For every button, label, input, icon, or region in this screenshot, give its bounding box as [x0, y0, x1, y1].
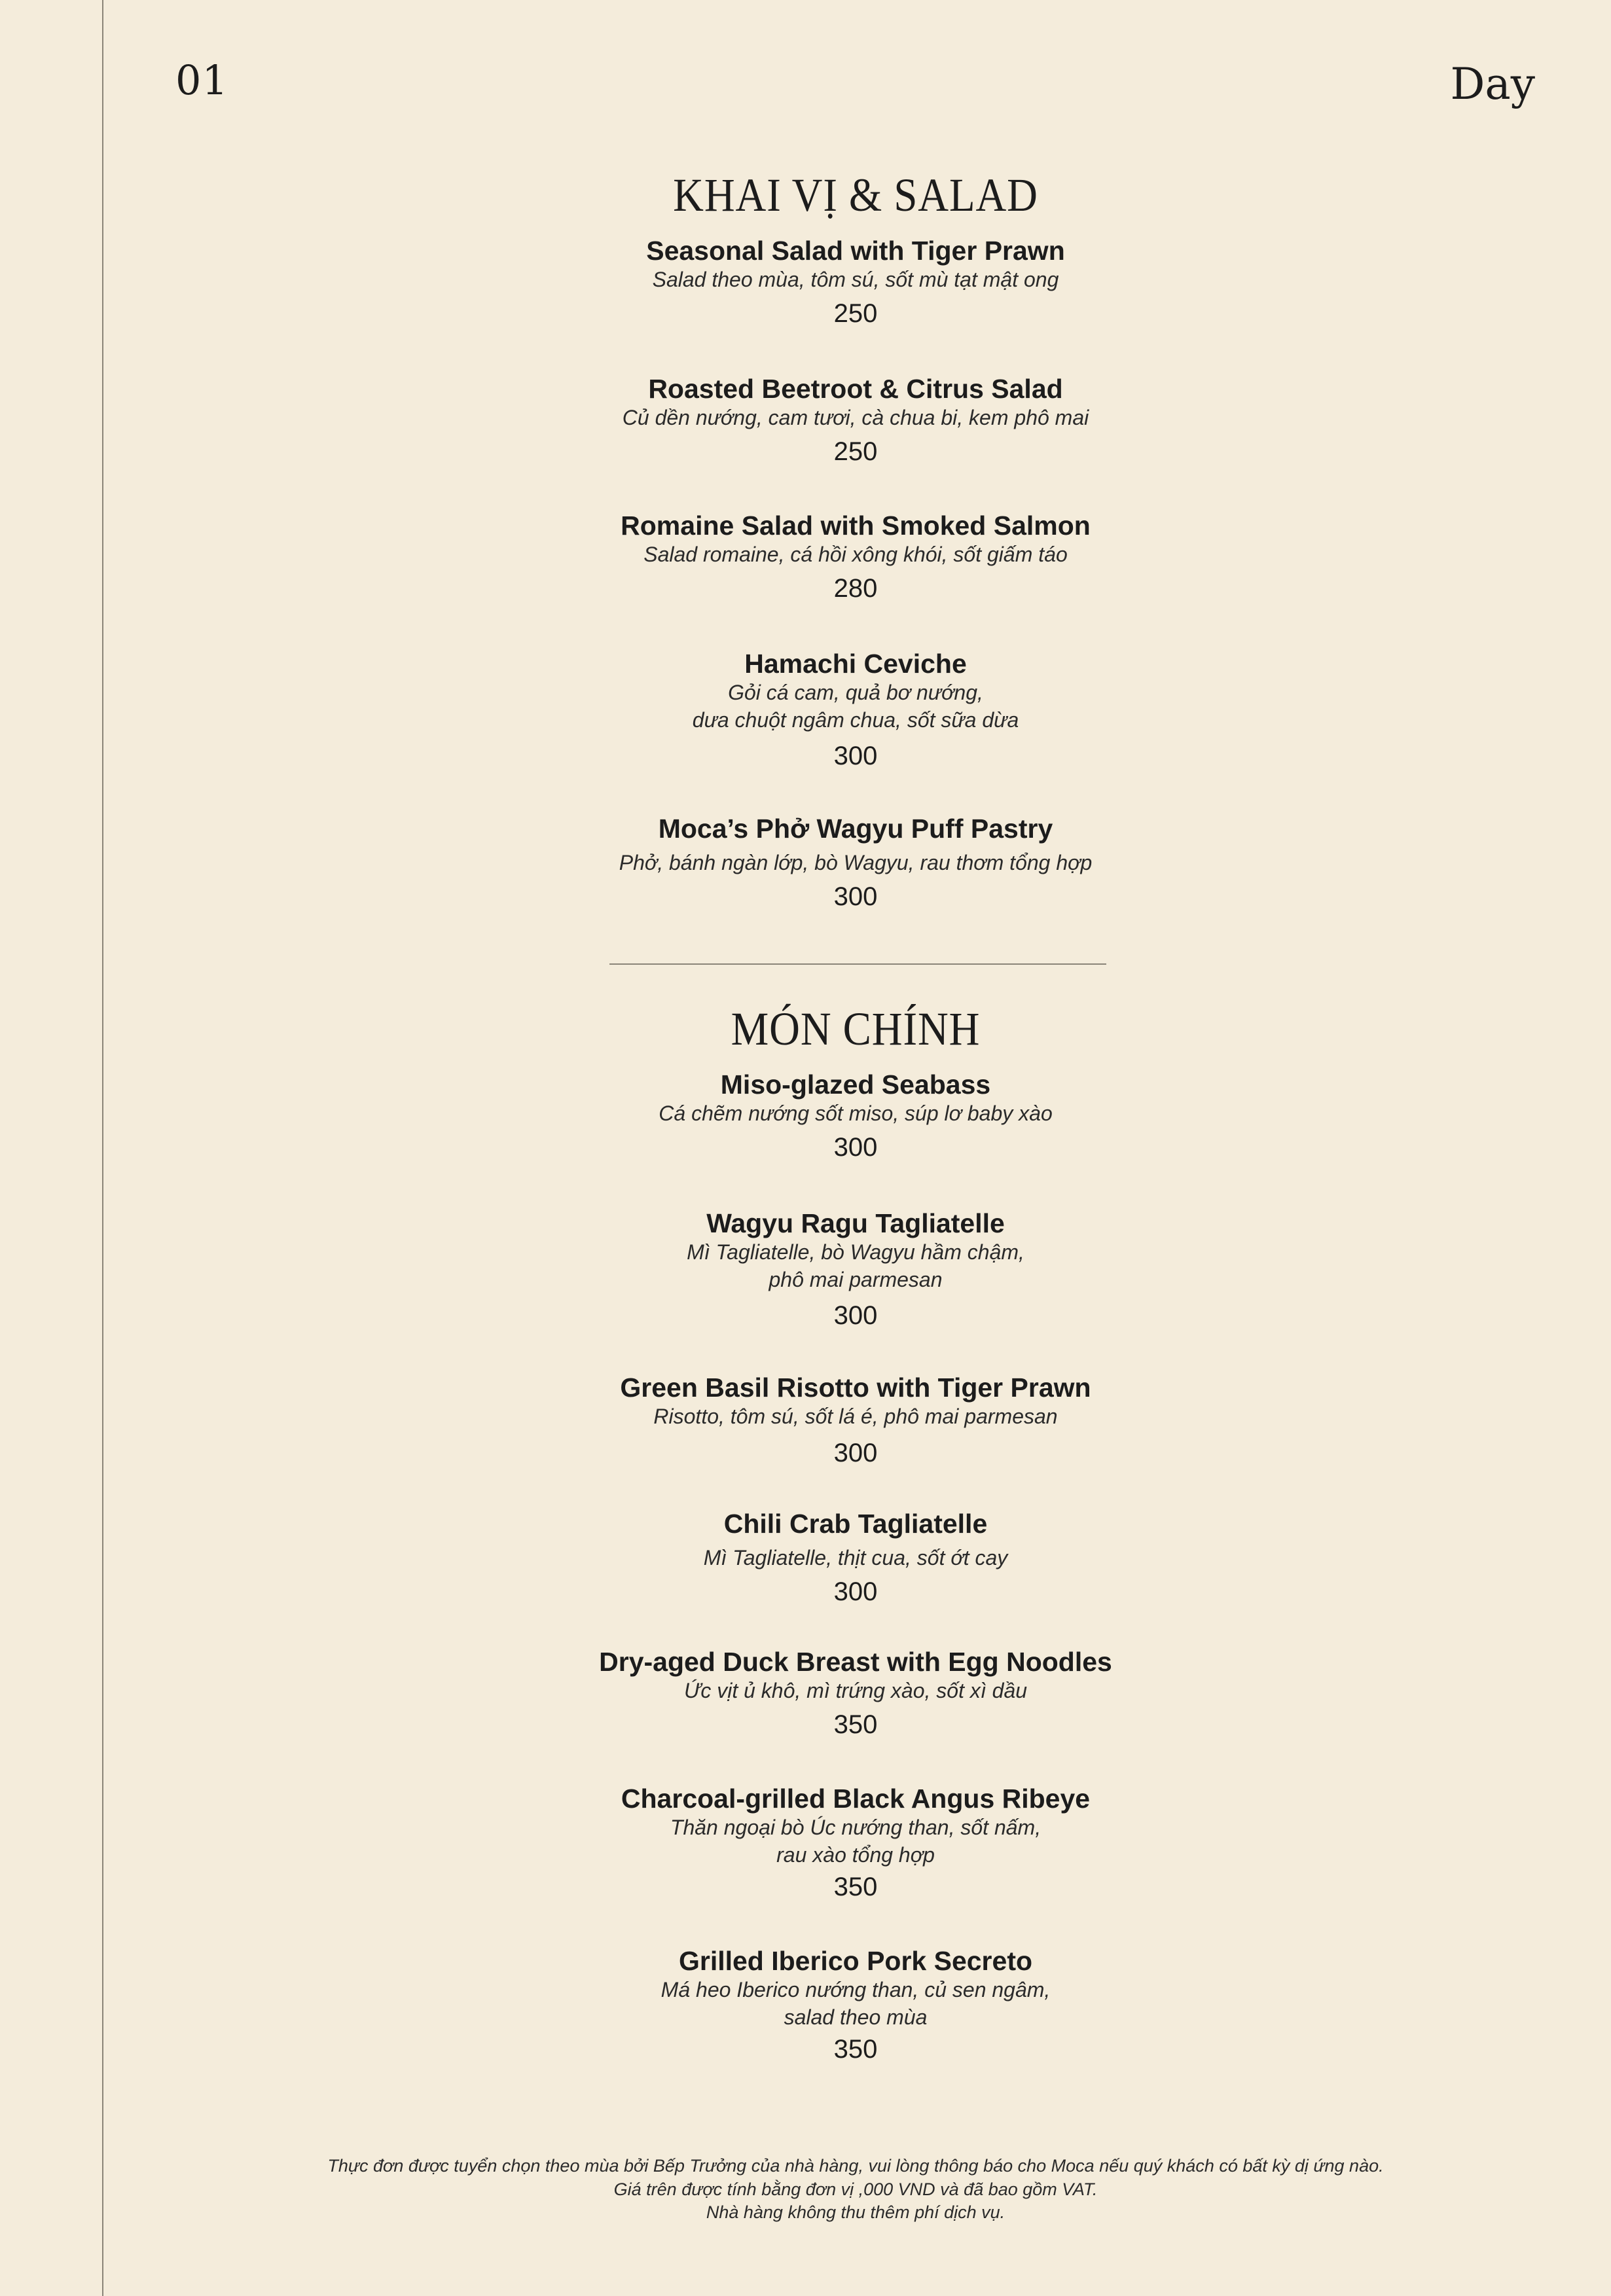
footer-note-price: Giá trên được tính bằng đơn vị ,000 VND và đã bao gồm VAT.	[613, 2179, 1098, 2199]
item-price: 300	[833, 1132, 878, 1162]
item-price: 300	[833, 882, 878, 911]
item-description: Salad romaine, cá hồi xông khói, sốt giấm táo	[643, 543, 1068, 567]
menu-item	[0, 649, 1611, 772]
item-description: Salad theo mùa, tôm sú, sốt mù tạt mật ong	[652, 268, 1059, 292]
item-name: Hamachi Ceviche	[744, 649, 967, 679]
footer-note-allergy: Thực đơn được tuyển chọn theo mùa bởi Bếp Trưởng của nhà hàng, vui lòng thông báo cho Moca nếu quý khách có bất kỳ dị ứng nào.	[327, 2156, 1384, 2176]
item-price: 350	[833, 2035, 878, 2064]
item-description: Củ dền nướng, cam tươi, cà chua bi, kem phô mai	[622, 406, 1089, 430]
menu-item	[0, 374, 1611, 467]
item-description: Gỏi cá cam, quả bơ nướng,	[728, 681, 983, 705]
day-label: Day	[1450, 59, 1535, 109]
footer-note-service: Nhà hàng không thu thêm phí dịch vụ.	[706, 2202, 1005, 2223]
menu-item	[0, 1946, 1611, 2065]
item-price: 250	[833, 437, 878, 466]
item-description: rau xào tổng hợp	[776, 1842, 935, 1867]
menu-item	[0, 1069, 1611, 1163]
item-name: Wagyu Ragu Tagliatelle	[706, 1208, 1005, 1238]
item-description: Thăn ngoại bò Úc nướng than, sốt nấm,	[670, 1816, 1041, 1840]
item-name: Miso-glazed Seabass	[720, 1069, 991, 1100]
menu-item	[0, 814, 1611, 912]
menu-item	[0, 1208, 1611, 1331]
item-description: Risotto, tôm sú, sốt lá é, phô mai parmesan	[653, 1405, 1058, 1429]
item-description: phô mai parmesan	[769, 1267, 943, 1291]
section-title-appetizers: KHAI VỊ & SALAD	[673, 169, 1038, 221]
item-price: 300	[833, 1577, 878, 1606]
item-name: Romaine Salad with Smoked Salmon	[621, 511, 1091, 541]
item-name: Green Basil Risotto with Tiger Prawn	[620, 1372, 1091, 1403]
item-price: 300	[833, 1438, 878, 1467]
item-name: Charcoal-grilled Black Angus Ribeye	[621, 1784, 1091, 1814]
item-name: Moca’s Phở Wagyu Puff Pastry	[658, 814, 1053, 844]
item-description: Ức vịt ủ khô, mì trứng xào, sốt xì dầu	[683, 1679, 1028, 1703]
item-description: salad theo mùa	[784, 2005, 928, 2029]
menu-item	[0, 1509, 1611, 1607]
menu-item	[0, 1647, 1611, 1740]
item-price: 350	[833, 1873, 878, 1902]
item-name: Chili Crab Tagliatelle	[723, 1509, 988, 1539]
footer-notes	[0, 2155, 1611, 2225]
item-price: 250	[833, 298, 878, 328]
item-description: Mì Tagliatelle, bò Wagyu hầm chậm,	[687, 1240, 1024, 1265]
item-price: 300	[833, 1301, 878, 1331]
item-price: 280	[833, 573, 878, 603]
item-description: Cá chẽm nướng sốt miso, súp lơ baby xào	[659, 1102, 1053, 1126]
item-description: Má heo Iberico nướng than, củ sen ngâm,	[661, 1978, 1051, 2002]
menu-item	[0, 1372, 1611, 1469]
section-divider	[609, 963, 1106, 965]
item-name: Grilled Iberico Pork Secreto	[678, 1946, 1033, 1976]
item-price: 350	[833, 1710, 878, 1739]
item-description: Mì Tagliatelle, thịt cua, sốt ớt cay	[703, 1546, 1008, 1570]
item-name: Roasted Beetroot & Citrus Salad	[648, 374, 1063, 404]
item-price: 300	[833, 742, 878, 771]
section-title-main-courses: MÓN CHÍNH	[731, 1003, 981, 1055]
item-name: Dry-aged Duck Breast with Egg Noodles	[599, 1647, 1112, 1677]
page-number: 01	[175, 56, 228, 104]
menu-item	[0, 511, 1611, 604]
menu-item	[0, 236, 1611, 329]
item-description: dưa chuột ngâm chua, sốt sữa dừa	[692, 708, 1019, 732]
item-description: Phở, bánh ngàn lớp, bò Wagyu, rau thơm tổng hợp	[619, 851, 1093, 875]
menu-item	[0, 1784, 1611, 1903]
item-name: Seasonal Salad with Tiger Prawn	[646, 236, 1065, 266]
